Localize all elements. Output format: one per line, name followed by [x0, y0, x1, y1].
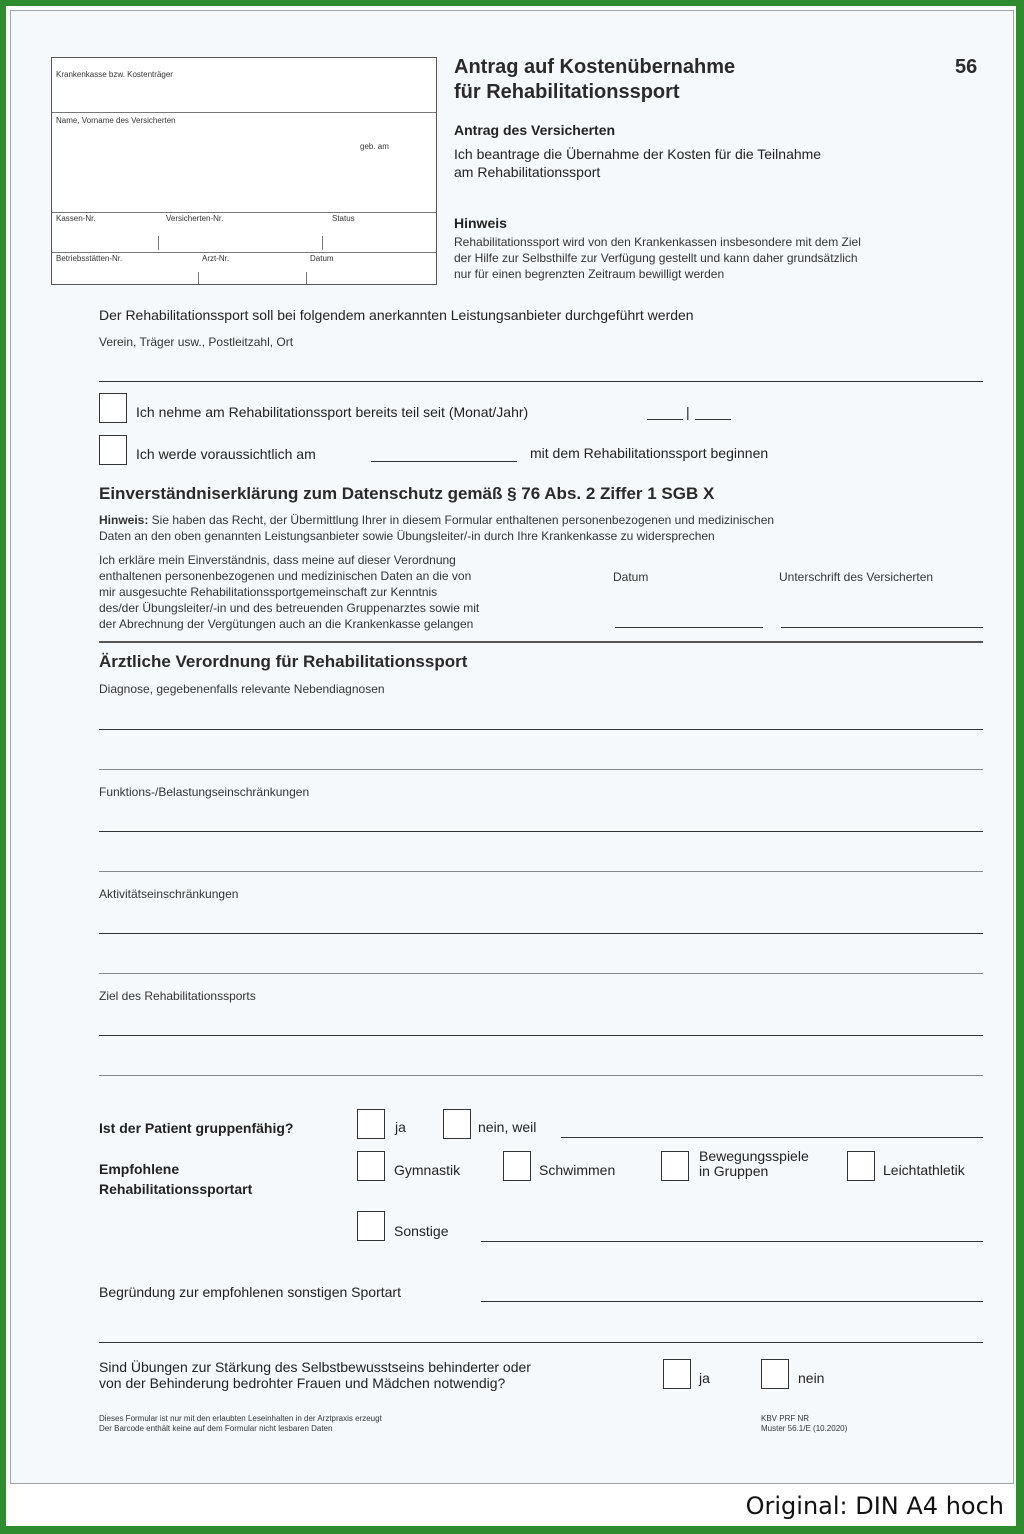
anbieter-text: Der Rehabilitationssport soll bei folgendem anerkannten Leistungsanbieter durchgeführt werden — [99, 307, 694, 323]
label-geb: geb. am — [360, 142, 389, 151]
hinweis-text-2: der Hilfe zur Selbsthilfe zur Verfügung gestellt und kann daher grundsätzlich — [454, 251, 858, 265]
label-arzt-nr: Arzt-Nr. — [202, 254, 230, 263]
gymnastik-label: Gymnastik — [394, 1162, 461, 1178]
tick — [158, 236, 159, 250]
hinweis-text-1: Rehabilitationssport wird von den Krankenkassen insbesondere mit dem Ziel — [454, 235, 861, 249]
erklaerung-line-3: mir ausgesuchte Rehabilitationssportgemeinschaft zur Kenntnis — [99, 585, 438, 599]
form-title-line1: Antrag auf Kostenübernahme — [454, 56, 736, 78]
voraussichtlich-label: Ich werde voraussichtlich am — [136, 446, 316, 462]
datenschutz-hinweis-label: Hinweis: — [99, 513, 149, 527]
checkbox-schwimmen[interactable] — [503, 1151, 531, 1181]
checkbox-selbst-ja[interactable] — [663, 1359, 691, 1389]
ziel-line-1[interactable] — [99, 1035, 983, 1036]
schwimmen-label: Schwimmen — [539, 1162, 616, 1178]
bereits-teil-label: Ich nehme am Rehabilitationssport bereits teil seit (Monat/Jahr) — [136, 404, 529, 420]
diagnose-line-2[interactable] — [99, 769, 983, 770]
leichtathletik-label: Leichtathletik — [883, 1162, 965, 1178]
erklaerung-line-4: des/der Übungsleiter/-in und des betreuenden Gruppenarztes sowie mit — [99, 601, 480, 615]
gruppe-nein-label: nein, weil — [478, 1119, 537, 1135]
aktivitaet-label: Aktivitätseinschränkungen — [99, 887, 239, 901]
datenschutz-hinweis-text-1: Sie haben das Recht, der Übermittlung Ihrer in diesem Formular enthaltenen personenbezogenen und medizinischen — [148, 513, 775, 527]
label-datum: Datum — [310, 254, 334, 263]
checkbox-bereits-teil[interactable] — [99, 393, 127, 423]
footer-left-2: Der Barcode enthält keine auf dem Formular nicht lesbaren Daten — [99, 1424, 333, 1433]
sonstige-label: Sonstige — [394, 1223, 449, 1239]
beginn-datum-field[interactable] — [371, 461, 517, 462]
section-divider — [99, 641, 983, 643]
anbieter-sub: Verein, Träger usw., Postleitzahl, Ort — [99, 335, 294, 349]
label-versicherten-nr: Versicherten-Nr. — [166, 214, 224, 223]
aktivitaet-line-2[interactable] — [99, 973, 983, 974]
checkbox-leichtathletik[interactable] — [847, 1151, 875, 1181]
datum-label: Datum — [613, 570, 649, 584]
funktion-line-2[interactable] — [99, 871, 983, 872]
datum-signature-line[interactable] — [615, 627, 763, 628]
ziel-line-2[interactable] — [99, 1075, 983, 1076]
verordnung-heading: Ärztliche Verordnung für Rehabilitationssport — [99, 652, 468, 671]
unterschrift-label: Unterschrift des Versicherten — [779, 570, 934, 584]
diagnose-label: Diagnose, gegebenenfalls relevante Nebendiagnosen — [99, 682, 385, 696]
selbst-question-1: Sind Übungen zur Stärkung des Selbstbewusstseins behinderter oder — [99, 1359, 531, 1375]
form-sheet — [10, 10, 1014, 1484]
checkbox-voraussichtlich[interactable] — [99, 435, 127, 465]
label-status: Status — [332, 214, 355, 223]
divider — [52, 252, 436, 253]
label-betriebsstaetten-nr: Betriebsstätten-Nr. — [56, 254, 123, 263]
checkbox-selbst-nein[interactable] — [761, 1359, 789, 1389]
checkbox-gymnastik[interactable] — [357, 1151, 385, 1181]
beginnen-label: mit dem Rehabilitationssport beginnen — [530, 445, 769, 461]
gruppe-ja-label: ja — [395, 1119, 406, 1135]
begruendung-label: Begründung zur empfohlenen sonstigen Sportart — [99, 1284, 401, 1300]
footer-right-2: Muster 56.1/E (10.2020) — [761, 1424, 848, 1433]
selbst-ja-label: ja — [699, 1370, 710, 1386]
funktion-line-1[interactable] — [99, 831, 983, 832]
erklaerung-line-2: enthaltenen personenbezogenen und medizinischen Daten an die von — [99, 569, 472, 583]
form-number: 56 — [955, 56, 978, 78]
nein-weil-field[interactable] — [561, 1137, 983, 1138]
monat-field[interactable] — [647, 419, 683, 420]
datenschutz-heading: Einverständniserklärung zum Datenschutz gemäß § 76 Abs. 2 Ziffer 1 SGB X — [99, 484, 715, 503]
begruendung-field-2[interactable] — [99, 1342, 983, 1343]
hinweis-text-3: nur für einen begrenzten Zeitraum bewilligt werden — [454, 267, 725, 281]
erklaerung-line-1: Ich erkläre mein Einverständnis, dass meine auf dieser Verordnung — [99, 553, 456, 567]
jahr-field[interactable] — [695, 419, 731, 420]
anbieter-input-line[interactable] — [99, 381, 983, 382]
form-title-line2: für Rehabilitationssport — [454, 81, 680, 103]
divider — [52, 212, 436, 213]
footer-left-1: Dieses Formular ist nur mit den erlaubten Leseinhalten in der Arztpraxis erzeugt — [99, 1414, 382, 1423]
checkbox-gruppe-nein[interactable] — [443, 1109, 471, 1139]
bewegung-line-2: in Gruppen — [699, 1163, 769, 1179]
checkbox-gruppe-ja[interactable] — [357, 1109, 385, 1139]
label-krankenkasse: Krankenkasse bzw. Kostenträger — [56, 70, 173, 79]
begruendung-field-1[interactable] — [481, 1301, 983, 1302]
funktion-label: Funktions-/Belastungseinschränkungen — [99, 785, 310, 799]
format-caption: Original: DIN A4 hoch — [745, 1492, 1004, 1520]
antrag-text-1: Ich beantrage die Übernahme der Kosten für die Teilnahme — [454, 146, 822, 162]
sportart-label-1: Empfohlene — [99, 1161, 180, 1177]
checkbox-bewegungsspiele[interactable] — [661, 1151, 689, 1181]
page-frame — [6, 6, 1016, 1526]
footer-right-1: KBV PRF NR — [761, 1414, 810, 1423]
sportart-label-2: Rehabilitationssportart — [99, 1181, 253, 1197]
checkbox-sonstige[interactable] — [357, 1211, 385, 1241]
ziel-label: Ziel des Rehabilitationssports — [99, 989, 256, 1003]
tick — [322, 236, 323, 250]
aktivitaet-line-1[interactable] — [99, 933, 983, 934]
selbst-nein-label: nein — [798, 1370, 825, 1386]
erklaerung-line-5: der Abrechnung der Vergütungen auch an die Krankenkasse gelangen — [99, 617, 474, 631]
datenschutz-hinweis-text-2: Daten an den oben genannten Leistungsanbieter sowie Übungsleiter/-in durch Ihre Krankenkasse zu widersprechen — [99, 529, 715, 543]
label-kassen-nr: Kassen-Nr. — [56, 214, 96, 223]
hinweis-heading: Hinweis — [454, 215, 507, 231]
slash-separator: | — [686, 404, 690, 420]
antrag-heading: Antrag des Versicherten — [454, 122, 616, 138]
tick — [306, 272, 307, 284]
bewegung-line-1: Bewegungsspiele — [699, 1148, 809, 1164]
bewegungsspiele-label — [699, 1149, 809, 1179]
selbst-question-2: von der Behinderung bedrohter Frauen und Mädchen notwendig? — [99, 1375, 506, 1391]
label-name: Name, Vorname des Versicherten — [56, 116, 176, 125]
antrag-text-2: am Rehabilitationssport — [454, 164, 601, 180]
divider — [52, 112, 436, 113]
gruppenfaehig-question: Ist der Patient gruppenfähig? — [99, 1120, 294, 1136]
sonstige-field[interactable] — [481, 1241, 983, 1242]
tick — [198, 272, 199, 284]
unterschrift-signature-line[interactable] — [781, 627, 983, 628]
diagnose-line-1[interactable] — [99, 729, 983, 730]
insurance-address-box[interactable] — [51, 57, 437, 285]
